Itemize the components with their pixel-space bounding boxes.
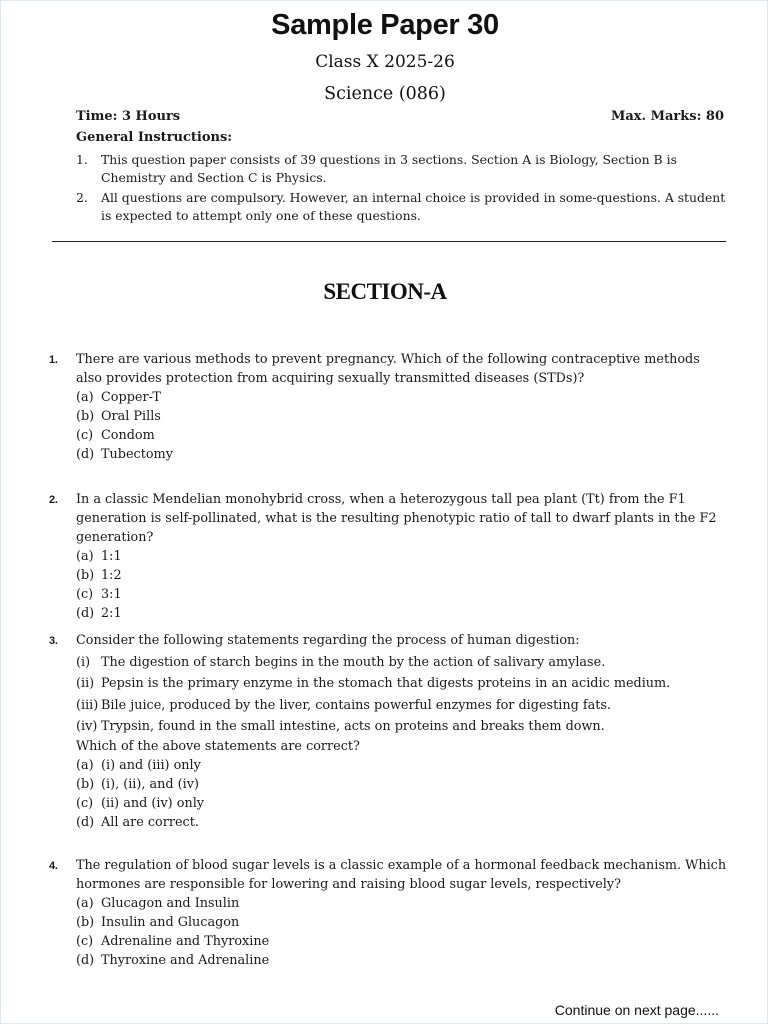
option-text: Copper-T — [101, 390, 161, 405]
statement-iv — [76, 717, 727, 736]
statement-text: Pepsin is the primary enzyme in the stomach that digests proteins in an acidic medium. — [101, 676, 671, 691]
option-text: 1:1 — [101, 549, 122, 564]
option-text: Glucagon and Insulin — [101, 896, 240, 911]
option-label: (a) — [76, 896, 94, 911]
option-text: All are correct. — [101, 815, 199, 830]
question-text: In a classic Mendelian monohybrid cross, when a heterozygous tall pea plant (Tt) from the F1 generation is self-pollinated, what is the resulting phenotypic ratio of tall to dwarf plants in the F2 generation? — [76, 492, 717, 545]
header-divider — [52, 241, 726, 242]
option-b — [76, 775, 727, 794]
option-d — [76, 813, 727, 832]
option-label: (a) — [76, 549, 94, 564]
question-number: 3. — [49, 635, 58, 647]
question-2 — [49, 490, 727, 623]
option-label: (b) — [76, 568, 95, 583]
option-text: Tubectomy — [101, 447, 173, 462]
option-text: Insulin and Glucagon — [101, 915, 240, 930]
question-1 — [49, 350, 727, 464]
statement-label: (ii) — [76, 676, 95, 691]
statement-text: Trypsin, found in the small intestine, acts on proteins and breaks them down. — [101, 719, 605, 734]
option-label: (a) — [76, 758, 94, 773]
option-text: 3:1 — [101, 587, 122, 602]
option-b — [76, 407, 727, 426]
option-a — [76, 756, 727, 775]
time-allowed: Time: 3 Hours — [76, 109, 181, 124]
option-c — [76, 585, 727, 604]
option-d — [76, 445, 727, 464]
instructions-heading: General Instructions: — [76, 130, 233, 145]
statement-i — [76, 653, 727, 672]
option-b — [76, 913, 727, 932]
option-label: (b) — [76, 409, 95, 424]
instructions-list — [76, 151, 726, 227]
option-label: (d) — [76, 447, 95, 462]
option-label: (c) — [76, 428, 94, 443]
option-a — [76, 388, 727, 407]
option-c — [76, 426, 727, 445]
option-label: (d) — [76, 815, 95, 830]
option-text: (i) and (iii) only — [101, 758, 201, 773]
class-line: Class X 2025-26 — [315, 52, 455, 72]
option-text: Condom — [101, 428, 155, 443]
instruction-number: 1. — [76, 152, 88, 167]
question-prompt: Which of the above statements are correct? — [76, 739, 360, 754]
question-text: Consider the following statements regarding the process of human digestion: — [76, 633, 580, 648]
option-a — [76, 894, 727, 913]
instruction-text: All questions are compulsory. However, an internal choice is provided in some-questions. A student is expected to attempt only one of these questions. — [101, 190, 726, 223]
statement-iii — [76, 696, 727, 715]
option-c — [76, 794, 727, 813]
continue-notice: Continue on next page...... — [554, 1002, 719, 1018]
question-4 — [49, 856, 727, 970]
statement-label: (i) — [76, 654, 91, 670]
question-3 — [49, 631, 727, 832]
max-marks: Max. Marks: 80 — [610, 109, 724, 124]
option-d — [76, 951, 727, 970]
statement-text: Bile juice, produced by the liver, contains powerful enzymes for digesting fats. — [101, 697, 611, 713]
question-number: 1. — [49, 354, 58, 366]
question-text: The regulation of blood sugar levels is a classic example of a hormonal feedback mechanism. Which hormones are responsible for lowering and raising blood sugar levels, respectively? — [76, 858, 727, 892]
option-label: (c) — [76, 796, 94, 811]
question-text: There are various methods to prevent pregnancy. Which of the following contraceptive methods also provides protection from acquiring sexually transmitted diseases (STDs)? — [76, 352, 700, 386]
option-b — [76, 566, 727, 585]
instruction-item — [76, 189, 726, 225]
instruction-text: This question paper consists of 39 questions in 3 sections. Section A is Biology, Section B is Chemistry and Section C is Physics. — [101, 152, 677, 185]
option-c — [76, 932, 727, 951]
statement-text: The digestion of starch begins in the mouth by the action of salivary amylase. — [101, 654, 606, 670]
option-text: (ii) and (iv) only — [101, 796, 205, 811]
option-text: 2:1 — [101, 606, 122, 621]
option-label: (c) — [76, 934, 94, 949]
option-text: Adrenaline and Thyroxine — [101, 934, 270, 949]
instruction-item — [76, 151, 726, 187]
option-label: (b) — [76, 915, 95, 930]
option-d — [76, 604, 727, 623]
option-text: 1:2 — [101, 568, 122, 583]
subject-line: Science (086) — [324, 84, 446, 104]
statement-label: (iii) — [76, 697, 99, 713]
question-number: 2. — [49, 494, 58, 506]
section-heading: SECTION-A — [323, 279, 447, 304]
option-label: (d) — [76, 606, 95, 621]
statement-ii — [76, 674, 727, 693]
option-label: (b) — [76, 777, 95, 792]
option-text: Thyroxine and Adrenaline — [101, 953, 270, 968]
option-label: (d) — [76, 953, 95, 968]
option-label: (a) — [76, 390, 94, 405]
question-number: 4. — [49, 860, 58, 872]
paper-title: Sample Paper 30 — [271, 9, 499, 41]
statement-label: (iv) — [76, 719, 98, 734]
option-a — [76, 547, 727, 566]
option-text: Oral Pills — [101, 409, 161, 424]
instruction-number: 2. — [76, 190, 88, 205]
option-label: (c) — [76, 587, 94, 602]
option-text: (i), (ii), and (iv) — [101, 777, 199, 792]
